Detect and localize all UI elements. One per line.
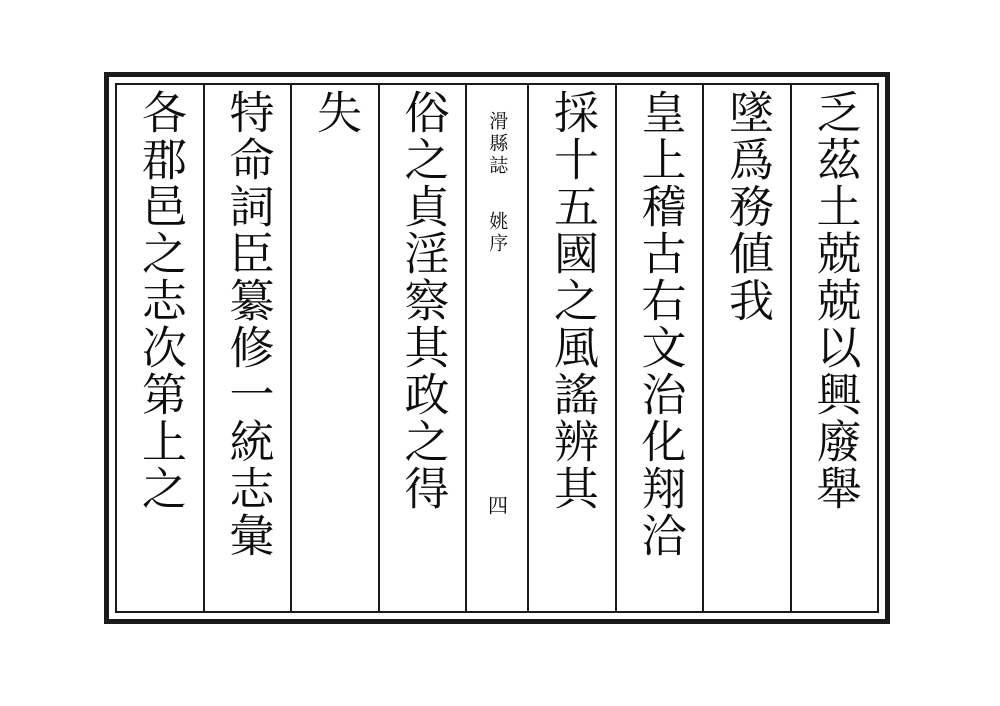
column-text: 皇上稽古右文治化翔洽 xyxy=(633,89,687,559)
book-title: 滑縣誌 xyxy=(486,111,509,177)
text-column-8 xyxy=(117,85,203,611)
banxin-stack xyxy=(483,89,512,611)
page-number: 四 xyxy=(484,495,509,515)
text-column-3 xyxy=(615,85,703,611)
text-column-5 xyxy=(378,85,466,611)
column-text: 採十五國之風謠辨其 xyxy=(546,89,600,512)
column-text: 失 xyxy=(309,89,363,136)
banxin-center-column xyxy=(465,85,527,611)
column-text: 俗之貞淫察其政之得 xyxy=(396,89,450,512)
column-text: 特命詞臣纂修一統志彙 xyxy=(221,89,275,559)
column-text: 乏茲土兢兢以興廢舉 xyxy=(808,89,862,512)
text-column-7 xyxy=(203,85,291,611)
text-column-4 xyxy=(527,85,615,611)
column-text: 墜爲務値我 xyxy=(721,89,775,324)
page-frame-outer xyxy=(104,72,890,624)
text-column-2 xyxy=(702,85,790,611)
column-text: 各郡邑之志次第上之 xyxy=(134,89,188,512)
section-title: 姚序 xyxy=(486,211,509,255)
text-column-1 xyxy=(790,85,878,611)
text-column-6 xyxy=(290,85,378,611)
page-frame-inner xyxy=(115,83,879,613)
